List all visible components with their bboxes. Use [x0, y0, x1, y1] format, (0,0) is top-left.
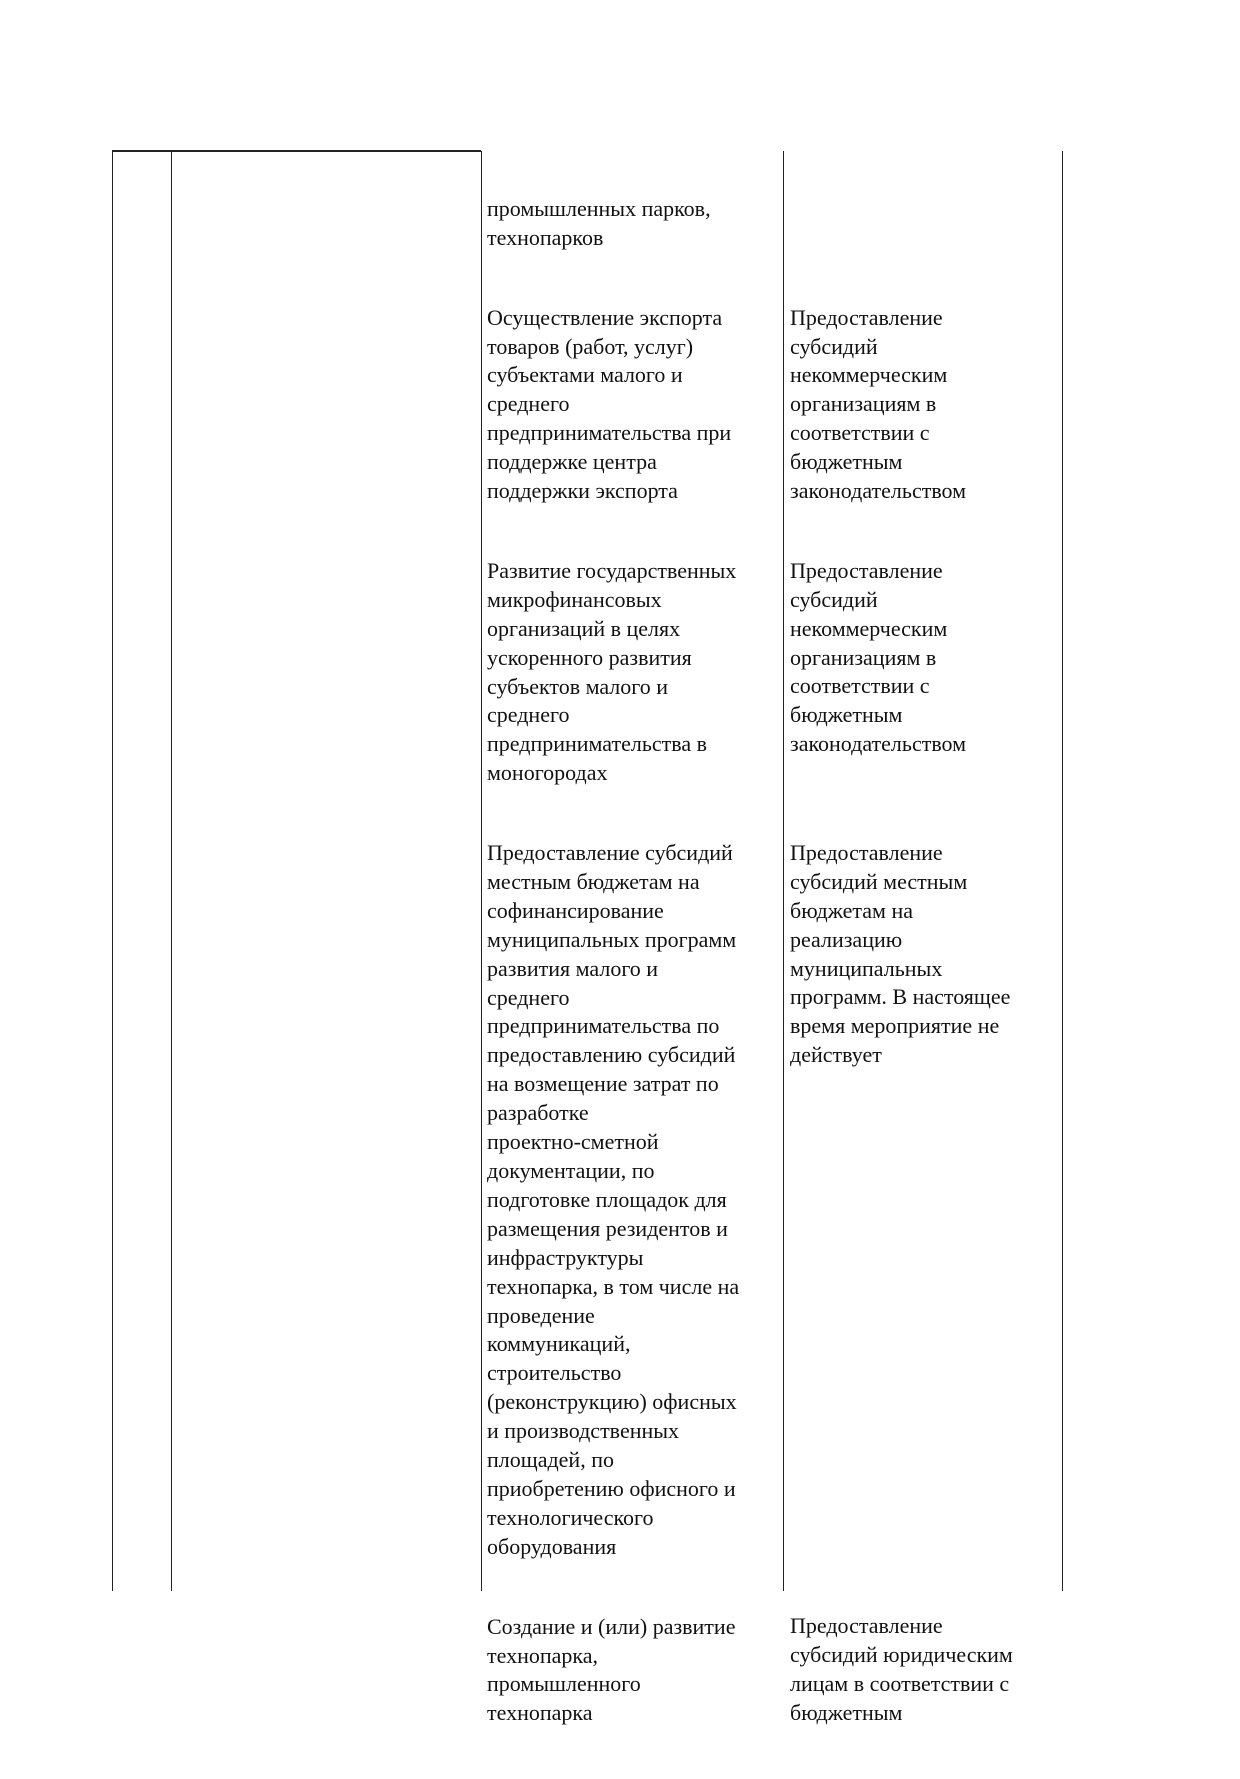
column-border — [481, 151, 482, 1591]
measure-cell: Предоставление субсидий местным бюджетам на софинансирование муниципальных программ развития малого и среднего предпринимательства по предоставлению субсидий на возмещение затрат по разработке проектно-сметной документации, по подготовке площадок для размещения резидентов и инфраструктуры технопарка, в том числе на проведение коммуникаций, строительство (реконструкцию) офисных и производственных площадей, по приобретению офисного и технологического оборудования — [487, 840, 740, 1559]
mechanism-cell — [790, 195, 1058, 253]
mechanism-cell: Предоставление субсидий некоммерческим организациям в соответствии с бюджетным законодательством — [790, 304, 967, 504]
mechanism-cell: Предоставление субсидий некоммерческим организациям в соответствии с бюджетным законодательством — [790, 557, 967, 757]
measure-cell: Создание и (или) развитие технопарка, промышленного технопарка — [487, 1613, 736, 1726]
measure-cell: Осуществление экспорта товаров (работ, услуг) субъектами малого и среднего предпринимательства при поддержке центра поддержки экспорта — [487, 304, 732, 504]
column-border — [112, 151, 113, 1591]
mechanism-cell: Предоставление субсидий местным бюджетам на реализацию муниципальных программ. В настоящее время мероприятие не действует — [790, 839, 1011, 1068]
mechanism-column — [790, 166, 1058, 1779]
column-border — [1062, 151, 1063, 1591]
measures-column — [487, 166, 779, 1779]
mechanism-cell: Предоставление субсидий юридическим лицам в соответствии с бюджетным — [790, 1613, 1013, 1726]
column-border — [171, 151, 172, 1591]
column-border — [783, 151, 784, 1591]
measure-cell: Развитие государственных микрофинансовых организаций в целях ускоренного развития субъектов малого и среднего предпринимательства в моногородах — [487, 557, 737, 786]
table-top-border — [112, 150, 481, 152]
measure-cell: промышленных парков, технопарков — [487, 195, 711, 250]
